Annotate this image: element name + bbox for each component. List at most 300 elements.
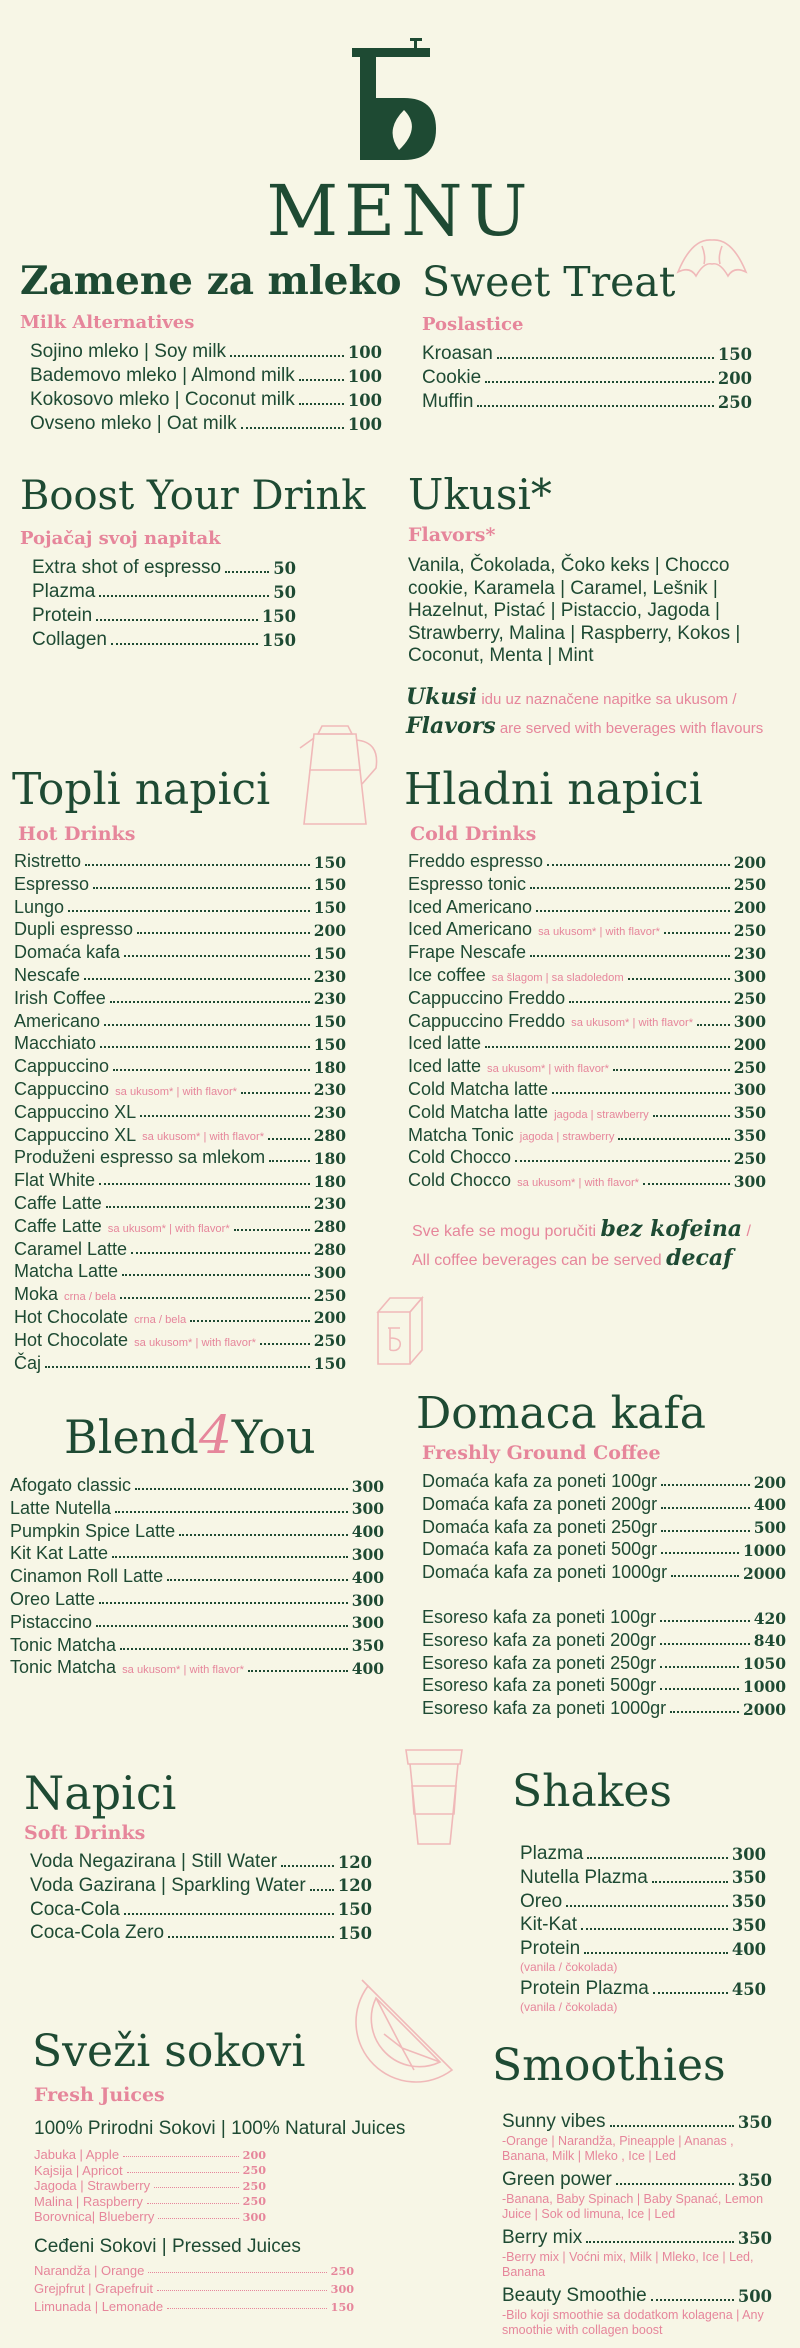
napici-list bbox=[30, 1852, 372, 1942]
item-name: Berry mix bbox=[502, 2227, 583, 2248]
item-name: Pistaccino bbox=[10, 1611, 93, 1632]
dot-leader bbox=[584, 1952, 728, 1954]
item-price: 150 bbox=[717, 344, 752, 364]
menu-item bbox=[520, 1979, 766, 1998]
dot-leader bbox=[179, 1534, 348, 1536]
menu-item bbox=[10, 1658, 384, 1676]
item-price: 230 bbox=[313, 1103, 346, 1123]
dot-leader bbox=[310, 1889, 334, 1891]
item-price: 250 bbox=[313, 1331, 346, 1351]
item-price: 280 bbox=[313, 1240, 346, 1260]
item-price: 250 bbox=[733, 989, 766, 1009]
item-name: Kroasan bbox=[422, 343, 493, 364]
moka-pot-icon bbox=[290, 720, 386, 828]
decaf-note bbox=[412, 1216, 782, 1274]
dot-leader bbox=[190, 1320, 310, 1322]
pressed-juices-list bbox=[34, 2264, 354, 2313]
domaca-subtitle: Freshly Ground Coffee bbox=[422, 1442, 661, 1464]
menu-item bbox=[14, 1012, 346, 1030]
menu-item bbox=[14, 1126, 346, 1144]
item-sub: (vanila / čokolada) bbox=[520, 1960, 618, 1975]
menu-item bbox=[14, 1240, 346, 1258]
item-name: Ristretto bbox=[14, 851, 82, 871]
menu-item bbox=[408, 1148, 766, 1166]
item-price: 400 bbox=[731, 1939, 766, 1959]
item-name: Plazma bbox=[520, 1843, 584, 1864]
blend-title-part1: Blend bbox=[64, 1410, 199, 1464]
item-price: 180 bbox=[313, 1057, 346, 1077]
item-name: Iced Americano bbox=[408, 896, 533, 917]
item-price: 450 bbox=[731, 1979, 766, 1999]
menu-item bbox=[520, 1844, 766, 1863]
item-name: Čaj bbox=[14, 1352, 42, 1373]
dot-leader bbox=[552, 1092, 730, 1094]
dot-leader bbox=[661, 1507, 750, 1509]
menu-item bbox=[408, 852, 766, 870]
dot-leader bbox=[281, 1865, 334, 1867]
item-description: -Berry mix | Voćni mix, Milk | Mleko, Ice | Led, Banana bbox=[502, 2250, 754, 2279]
item-name: Kit-Kat bbox=[520, 1914, 578, 1936]
item-name: Esoreso kafa za poneti 1000gr bbox=[422, 1698, 667, 1719]
dot-leader bbox=[581, 1928, 728, 1930]
menu-item bbox=[408, 1080, 766, 1098]
dot-leader bbox=[651, 2299, 734, 2301]
item-name: Coca-Cola Zero bbox=[30, 1922, 165, 1944]
item-note: sa ukusom* | with flavor* bbox=[571, 1017, 694, 1030]
item-name: Extra shot of espresso bbox=[32, 557, 222, 578]
menu-item bbox=[34, 2210, 266, 2223]
domaca-list bbox=[422, 1472, 786, 1581]
menu-item bbox=[408, 1034, 766, 1052]
item-price: 150 bbox=[261, 630, 296, 650]
item-name: Cold Chocco bbox=[408, 1147, 512, 1168]
item-name: Dupli espresso bbox=[14, 919, 134, 940]
item-name: Domaća kafa bbox=[14, 942, 121, 963]
item-name: Cappuccino bbox=[14, 1056, 110, 1077]
dot-leader bbox=[137, 932, 310, 934]
item-price: 250 bbox=[733, 1148, 766, 1168]
item-note: sa ukusom* | with flavor* bbox=[538, 926, 661, 939]
flavors-note-word2: Flavors bbox=[406, 713, 496, 739]
menu-item bbox=[14, 1171, 346, 1189]
dot-leader bbox=[660, 1643, 750, 1645]
item-price: 150 bbox=[330, 2300, 354, 2314]
dot-leader bbox=[530, 955, 730, 957]
item-name: Nescafe bbox=[14, 964, 81, 985]
menu-item bbox=[14, 1194, 346, 1212]
item-name: Freddo espresso bbox=[408, 851, 544, 871]
dot-leader bbox=[299, 379, 344, 381]
item-name: Matcha Tonic bbox=[408, 1124, 514, 1145]
item-note: jagoda | strawberry bbox=[554, 1108, 649, 1121]
menu-item bbox=[14, 1262, 346, 1280]
dot-leader bbox=[100, 1046, 310, 1048]
item-price: 100 bbox=[347, 366, 382, 386]
item-name: Hot Chocolate bbox=[14, 1329, 129, 1350]
menu-item bbox=[14, 875, 346, 893]
menu-item bbox=[34, 2282, 354, 2295]
dot-leader bbox=[613, 1069, 730, 1071]
item-name: Plazma bbox=[32, 581, 96, 602]
dot-leader bbox=[241, 1092, 310, 1094]
flavors-note-word1: Ukusi bbox=[406, 684, 478, 710]
item-price: 250 bbox=[242, 2164, 266, 2178]
item-price: 350 bbox=[731, 1892, 766, 1912]
item-name: Bademovo mleko | Almond milk bbox=[30, 365, 295, 386]
item-name: Malina | Raspberry bbox=[34, 2193, 143, 2209]
menu-item bbox=[408, 989, 766, 1007]
dot-leader bbox=[664, 932, 730, 934]
item-price: 180 bbox=[313, 1171, 346, 1191]
item-price: 2000 bbox=[742, 1699, 786, 1719]
menu-item bbox=[30, 342, 382, 361]
menu-item bbox=[32, 582, 296, 601]
menu-item bbox=[34, 2300, 354, 2313]
dot-leader bbox=[123, 2156, 239, 2157]
item-name: Kit Kat Latte bbox=[10, 1543, 109, 1564]
dot-leader bbox=[299, 403, 344, 405]
sweet-title: Sweet Treat bbox=[422, 258, 676, 306]
item-name: Oreo Latte bbox=[10, 1588, 96, 1609]
item-price: 350 bbox=[733, 1103, 766, 1123]
smoothie-item bbox=[502, 2228, 772, 2280]
dot-leader bbox=[120, 1648, 348, 1650]
menu-item bbox=[422, 1518, 786, 1536]
item-price: 120 bbox=[337, 1852, 372, 1872]
blend-title-four: 4 bbox=[198, 1406, 232, 1466]
flavors-note-text2: are served with beverages with flavours bbox=[499, 720, 764, 737]
item-description: -Orange | Narandža, Pineapple | Ananas , Banana, Milk | Mleko , Ice | Led bbox=[502, 2134, 734, 2163]
menu-item bbox=[408, 1103, 766, 1121]
item-price: 2000 bbox=[742, 1563, 786, 1583]
item-price: 100 bbox=[347, 342, 382, 362]
item-name: Iced Americano bbox=[408, 919, 533, 940]
item-name: Domaća kafa za poneti 500gr bbox=[422, 1539, 658, 1560]
item-note: sa ukusom* | with flavor* bbox=[487, 1063, 609, 1076]
item-price: 300 bbox=[351, 1613, 384, 1633]
menu-item bbox=[34, 2195, 266, 2208]
item-name: Iced latte bbox=[408, 1056, 482, 1077]
menu-item bbox=[502, 2286, 772, 2305]
item-price: 200 bbox=[242, 2148, 266, 2162]
item-note: sa ukusom* | with flavor* bbox=[134, 1336, 257, 1349]
hot-list bbox=[14, 852, 346, 1372]
item-name: Beauty Smoothie bbox=[502, 2285, 647, 2306]
item-name: Cookie bbox=[422, 367, 482, 388]
menu-item bbox=[32, 558, 296, 577]
item-name: Kajsija | Apricot bbox=[34, 2162, 123, 2178]
menu-item bbox=[502, 2170, 772, 2189]
item-price: 100 bbox=[347, 414, 382, 434]
dot-leader bbox=[653, 1992, 728, 1994]
item-price: 150 bbox=[313, 943, 346, 963]
dot-leader bbox=[566, 1905, 728, 1907]
item-price: 230 bbox=[313, 1194, 346, 1214]
dot-leader bbox=[115, 1511, 348, 1513]
item-price: 300 bbox=[733, 1080, 766, 1100]
menu-item bbox=[10, 1636, 384, 1654]
milk-title: Zamene za mleko bbox=[20, 258, 402, 304]
item-note: sa ukusom* | with flavor* bbox=[115, 1085, 238, 1098]
dot-leader bbox=[140, 1115, 310, 1117]
dot-leader bbox=[158, 2218, 238, 2219]
menu-item bbox=[14, 1285, 346, 1303]
dot-leader bbox=[99, 595, 269, 597]
item-price: 250 bbox=[313, 1285, 346, 1305]
flavors-text: Vanila, Čokolada, Čoko keks | Chocco cookie, Karamela | Caramel, Lešnik | Hazelnut, Pistać | Pistaccio, Jagoda | Strawberry, Malina | Raspberry, Kokos | Coconut, Menta | Mint bbox=[408, 555, 741, 666]
item-name: Coca-Cola bbox=[30, 1898, 120, 1920]
menu-item bbox=[520, 1892, 766, 1911]
smoothie-item bbox=[502, 2112, 772, 2164]
item-name: Domaća kafa za poneti 250gr bbox=[422, 1516, 658, 1537]
item-name: Esoreso kafa za poneti 200gr bbox=[422, 1629, 657, 1650]
item-price: 150 bbox=[313, 1354, 346, 1374]
napici-subtitle: Soft Drinks bbox=[24, 1822, 146, 1844]
item-price: 300 bbox=[733, 966, 766, 986]
pressed-juices-heading: Ceđeni Sokovi | Pressed Juices bbox=[34, 2236, 301, 2257]
dot-leader bbox=[99, 1183, 310, 1185]
dot-leader bbox=[124, 1913, 334, 1915]
shakes-title: Shakes bbox=[512, 1766, 672, 1817]
item-price: 50 bbox=[273, 582, 296, 602]
menu-item bbox=[422, 1631, 786, 1649]
item-price: 100 bbox=[347, 390, 382, 410]
item-price: 300 bbox=[351, 1590, 384, 1610]
menu-item bbox=[422, 1563, 786, 1581]
shake-item bbox=[520, 1939, 766, 1974]
menu-item bbox=[10, 1522, 384, 1540]
dot-leader bbox=[230, 355, 344, 357]
dot-leader bbox=[122, 1274, 310, 1276]
menu-item bbox=[34, 2148, 266, 2161]
item-price: 150 bbox=[313, 1034, 346, 1054]
item-name: Frape Nescafe bbox=[408, 942, 527, 963]
dot-leader bbox=[485, 381, 714, 383]
smoothies-list bbox=[502, 2112, 772, 2338]
item-price: 300 bbox=[330, 2282, 354, 2296]
item-price: 250 bbox=[733, 1057, 766, 1077]
item-price: 180 bbox=[313, 1148, 346, 1168]
menu-item bbox=[10, 1476, 384, 1494]
dot-leader bbox=[660, 1666, 739, 1668]
item-name: Sojino mleko | Soy milk bbox=[30, 341, 227, 362]
dot-leader bbox=[586, 2241, 734, 2243]
blend-list bbox=[10, 1476, 384, 1676]
menu-item bbox=[10, 1590, 384, 1608]
hot-subtitle: Hot Drinks bbox=[18, 823, 136, 845]
item-name: Cappuccino Freddo bbox=[408, 987, 566, 1008]
orange-slice-icon bbox=[340, 1976, 470, 2096]
item-note: crna / bela bbox=[64, 1290, 117, 1303]
item-name: Caffe Latte bbox=[14, 1192, 102, 1213]
dot-leader bbox=[660, 1688, 739, 1690]
menu-item bbox=[422, 392, 752, 411]
item-name: Voda Negazirana | Still Water bbox=[30, 1851, 278, 1872]
shake-item bbox=[520, 1979, 766, 2014]
dot-leader bbox=[234, 1229, 310, 1231]
item-description: -Banana, Baby Spinach | Baby Spanać, Lemon Juice | Sok od limuna, Ice | Led bbox=[502, 2192, 764, 2221]
item-price: 500 bbox=[753, 1518, 786, 1538]
menu-item bbox=[30, 366, 382, 385]
espresso-coffee-list bbox=[422, 1608, 786, 1717]
shake-item bbox=[520, 1844, 766, 1863]
dot-leader bbox=[113, 1069, 310, 1071]
item-price: 1050 bbox=[742, 1654, 786, 1674]
item-price: 300 bbox=[731, 1844, 766, 1864]
menu-item bbox=[422, 1495, 786, 1513]
item-price: 300 bbox=[733, 1171, 766, 1191]
boost-subtitle: Pojačaj svoj napitak bbox=[20, 528, 221, 549]
item-name: Americano bbox=[14, 1010, 101, 1031]
item-name: Jabuka | Apple bbox=[34, 2147, 120, 2162]
menu-item bbox=[14, 1354, 346, 1372]
item-name: Cappuccino XL bbox=[14, 1101, 137, 1122]
dot-leader bbox=[167, 1579, 348, 1581]
dot-leader bbox=[610, 2125, 734, 2127]
dot-leader bbox=[661, 1530, 750, 1532]
item-price: 350 bbox=[731, 1868, 766, 1888]
dot-leader bbox=[260, 1343, 310, 1345]
dot-leader bbox=[120, 1297, 310, 1299]
item-name: Moka bbox=[14, 1284, 59, 1305]
menu-item bbox=[10, 1499, 384, 1517]
sweet-subtitle: Poslastice bbox=[422, 314, 524, 335]
dot-leader bbox=[670, 1711, 739, 1713]
menu-item bbox=[408, 898, 766, 916]
item-price: 150 bbox=[313, 852, 346, 872]
item-name: Ice coffee bbox=[408, 964, 486, 985]
dot-leader bbox=[148, 2272, 326, 2273]
item-name: Cinamon Roll Latte bbox=[10, 1566, 164, 1587]
item-price: 350 bbox=[351, 1636, 384, 1656]
item-price: 250 bbox=[330, 2264, 354, 2278]
item-name: Green power bbox=[502, 2169, 612, 2190]
item-price: 400 bbox=[351, 1658, 384, 1678]
menu-item bbox=[408, 966, 766, 984]
dot-leader bbox=[110, 1001, 310, 1003]
menu-item bbox=[32, 606, 296, 625]
menu-item bbox=[14, 1148, 346, 1166]
item-name: Esoreso kafa za poneti 500gr bbox=[422, 1675, 657, 1696]
shake-item bbox=[520, 1892, 766, 1911]
dot-leader bbox=[268, 1138, 310, 1140]
dot-leader bbox=[85, 864, 310, 866]
decaf-line2: All coffee beverages can be served bbox=[412, 1252, 662, 1269]
item-price: 250 bbox=[242, 2195, 266, 2209]
menu-item bbox=[520, 1868, 766, 1887]
dot-leader bbox=[68, 910, 310, 912]
smoothie-item bbox=[502, 2170, 772, 2222]
item-note: sa ukusom* | with flavor* bbox=[107, 1222, 230, 1235]
menu-item bbox=[10, 1613, 384, 1631]
menu-item bbox=[422, 1608, 786, 1626]
menu-item bbox=[502, 2112, 772, 2131]
menu-item bbox=[34, 2179, 266, 2192]
item-name: Esoreso kafa za poneti 250gr bbox=[422, 1652, 657, 1673]
dot-leader bbox=[587, 1857, 728, 1859]
menu-item bbox=[10, 1567, 384, 1585]
item-price: 500 bbox=[737, 2286, 772, 2306]
item-price: 150 bbox=[337, 1924, 372, 1944]
item-price: 200 bbox=[733, 898, 766, 918]
item-price: 150 bbox=[261, 606, 296, 626]
dot-leader bbox=[547, 864, 730, 866]
menu-item bbox=[14, 989, 346, 1007]
item-name: Domaća kafa za poneti 1000gr bbox=[422, 1562, 668, 1583]
menu-title: MENU bbox=[266, 170, 534, 252]
dot-leader bbox=[157, 2290, 327, 2291]
menu-item bbox=[422, 1472, 786, 1490]
dot-leader bbox=[515, 1160, 730, 1162]
milk-carton-icon bbox=[364, 1290, 438, 1370]
item-price: 150 bbox=[313, 1012, 346, 1032]
decaf-slash: / bbox=[746, 1223, 751, 1240]
dot-leader bbox=[225, 571, 269, 573]
dot-leader bbox=[530, 887, 730, 889]
menu-item bbox=[422, 1676, 786, 1694]
item-price: 1000 bbox=[742, 1540, 786, 1560]
menu-item bbox=[14, 852, 346, 870]
item-name: Tonic Matcha bbox=[10, 1657, 117, 1678]
item-price: 50 bbox=[273, 558, 296, 578]
menu-item bbox=[30, 1900, 372, 1919]
menu-item bbox=[422, 1699, 786, 1717]
item-name: Afogato classic bbox=[10, 1475, 132, 1495]
dot-leader bbox=[45, 1366, 310, 1368]
item-name: Cappuccino XL bbox=[14, 1124, 137, 1145]
dot-leader bbox=[112, 1556, 348, 1558]
item-note: sa šlagom | sa sladoledom bbox=[491, 971, 624, 984]
item-description: -Bilo koji smoothie sa dodatkom kolagena | Any smoothie with collagen boost bbox=[502, 2308, 764, 2337]
dot-leader bbox=[652, 1881, 728, 1883]
flavors-note-text1: idu uz naznačene napitke sa ukusom / bbox=[481, 691, 737, 708]
item-price: 300 bbox=[733, 1012, 766, 1032]
dot-leader bbox=[147, 2203, 239, 2204]
item-price: 400 bbox=[351, 1522, 384, 1542]
dot-leader bbox=[111, 643, 258, 645]
item-price: 230 bbox=[313, 966, 346, 986]
item-price: 350 bbox=[737, 2112, 772, 2132]
dot-leader bbox=[628, 978, 730, 980]
flavors-note bbox=[406, 684, 786, 742]
item-name: Cappuccino Freddo bbox=[408, 1010, 566, 1031]
dot-leader bbox=[241, 427, 344, 429]
item-name: Matcha Latte bbox=[14, 1261, 119, 1282]
menu-item bbox=[34, 2164, 266, 2177]
menu-item bbox=[30, 1852, 372, 1871]
dot-leader bbox=[96, 619, 258, 621]
item-price: 350 bbox=[733, 1126, 766, 1146]
dot-leader bbox=[248, 1670, 348, 1672]
item-name: Voda Gazirana | Sparkling Water bbox=[30, 1874, 306, 1896]
item-name: Macchiato bbox=[14, 1033, 97, 1054]
item-name: Protein bbox=[32, 605, 93, 626]
item-price: 150 bbox=[313, 875, 346, 895]
milk-subtitle: Milk Alternatives bbox=[20, 312, 195, 333]
decaf-word1: bez kofeina bbox=[600, 1216, 743, 1242]
menu-item bbox=[520, 1939, 766, 1958]
natural-juices-heading: 100% Prirodni Sokovi | 100% Natural Juices bbox=[34, 2118, 406, 2139]
dot-leader bbox=[93, 887, 310, 889]
dot-leader bbox=[661, 1552, 739, 1554]
item-name: Hot Chocolate bbox=[14, 1306, 129, 1327]
item-price: 840 bbox=[753, 1631, 786, 1651]
item-price: 300 bbox=[351, 1544, 384, 1564]
dot-leader bbox=[127, 2172, 239, 2173]
item-note: crna / bela bbox=[134, 1313, 187, 1326]
menu-item bbox=[408, 1171, 766, 1189]
menu-item bbox=[10, 1544, 384, 1562]
